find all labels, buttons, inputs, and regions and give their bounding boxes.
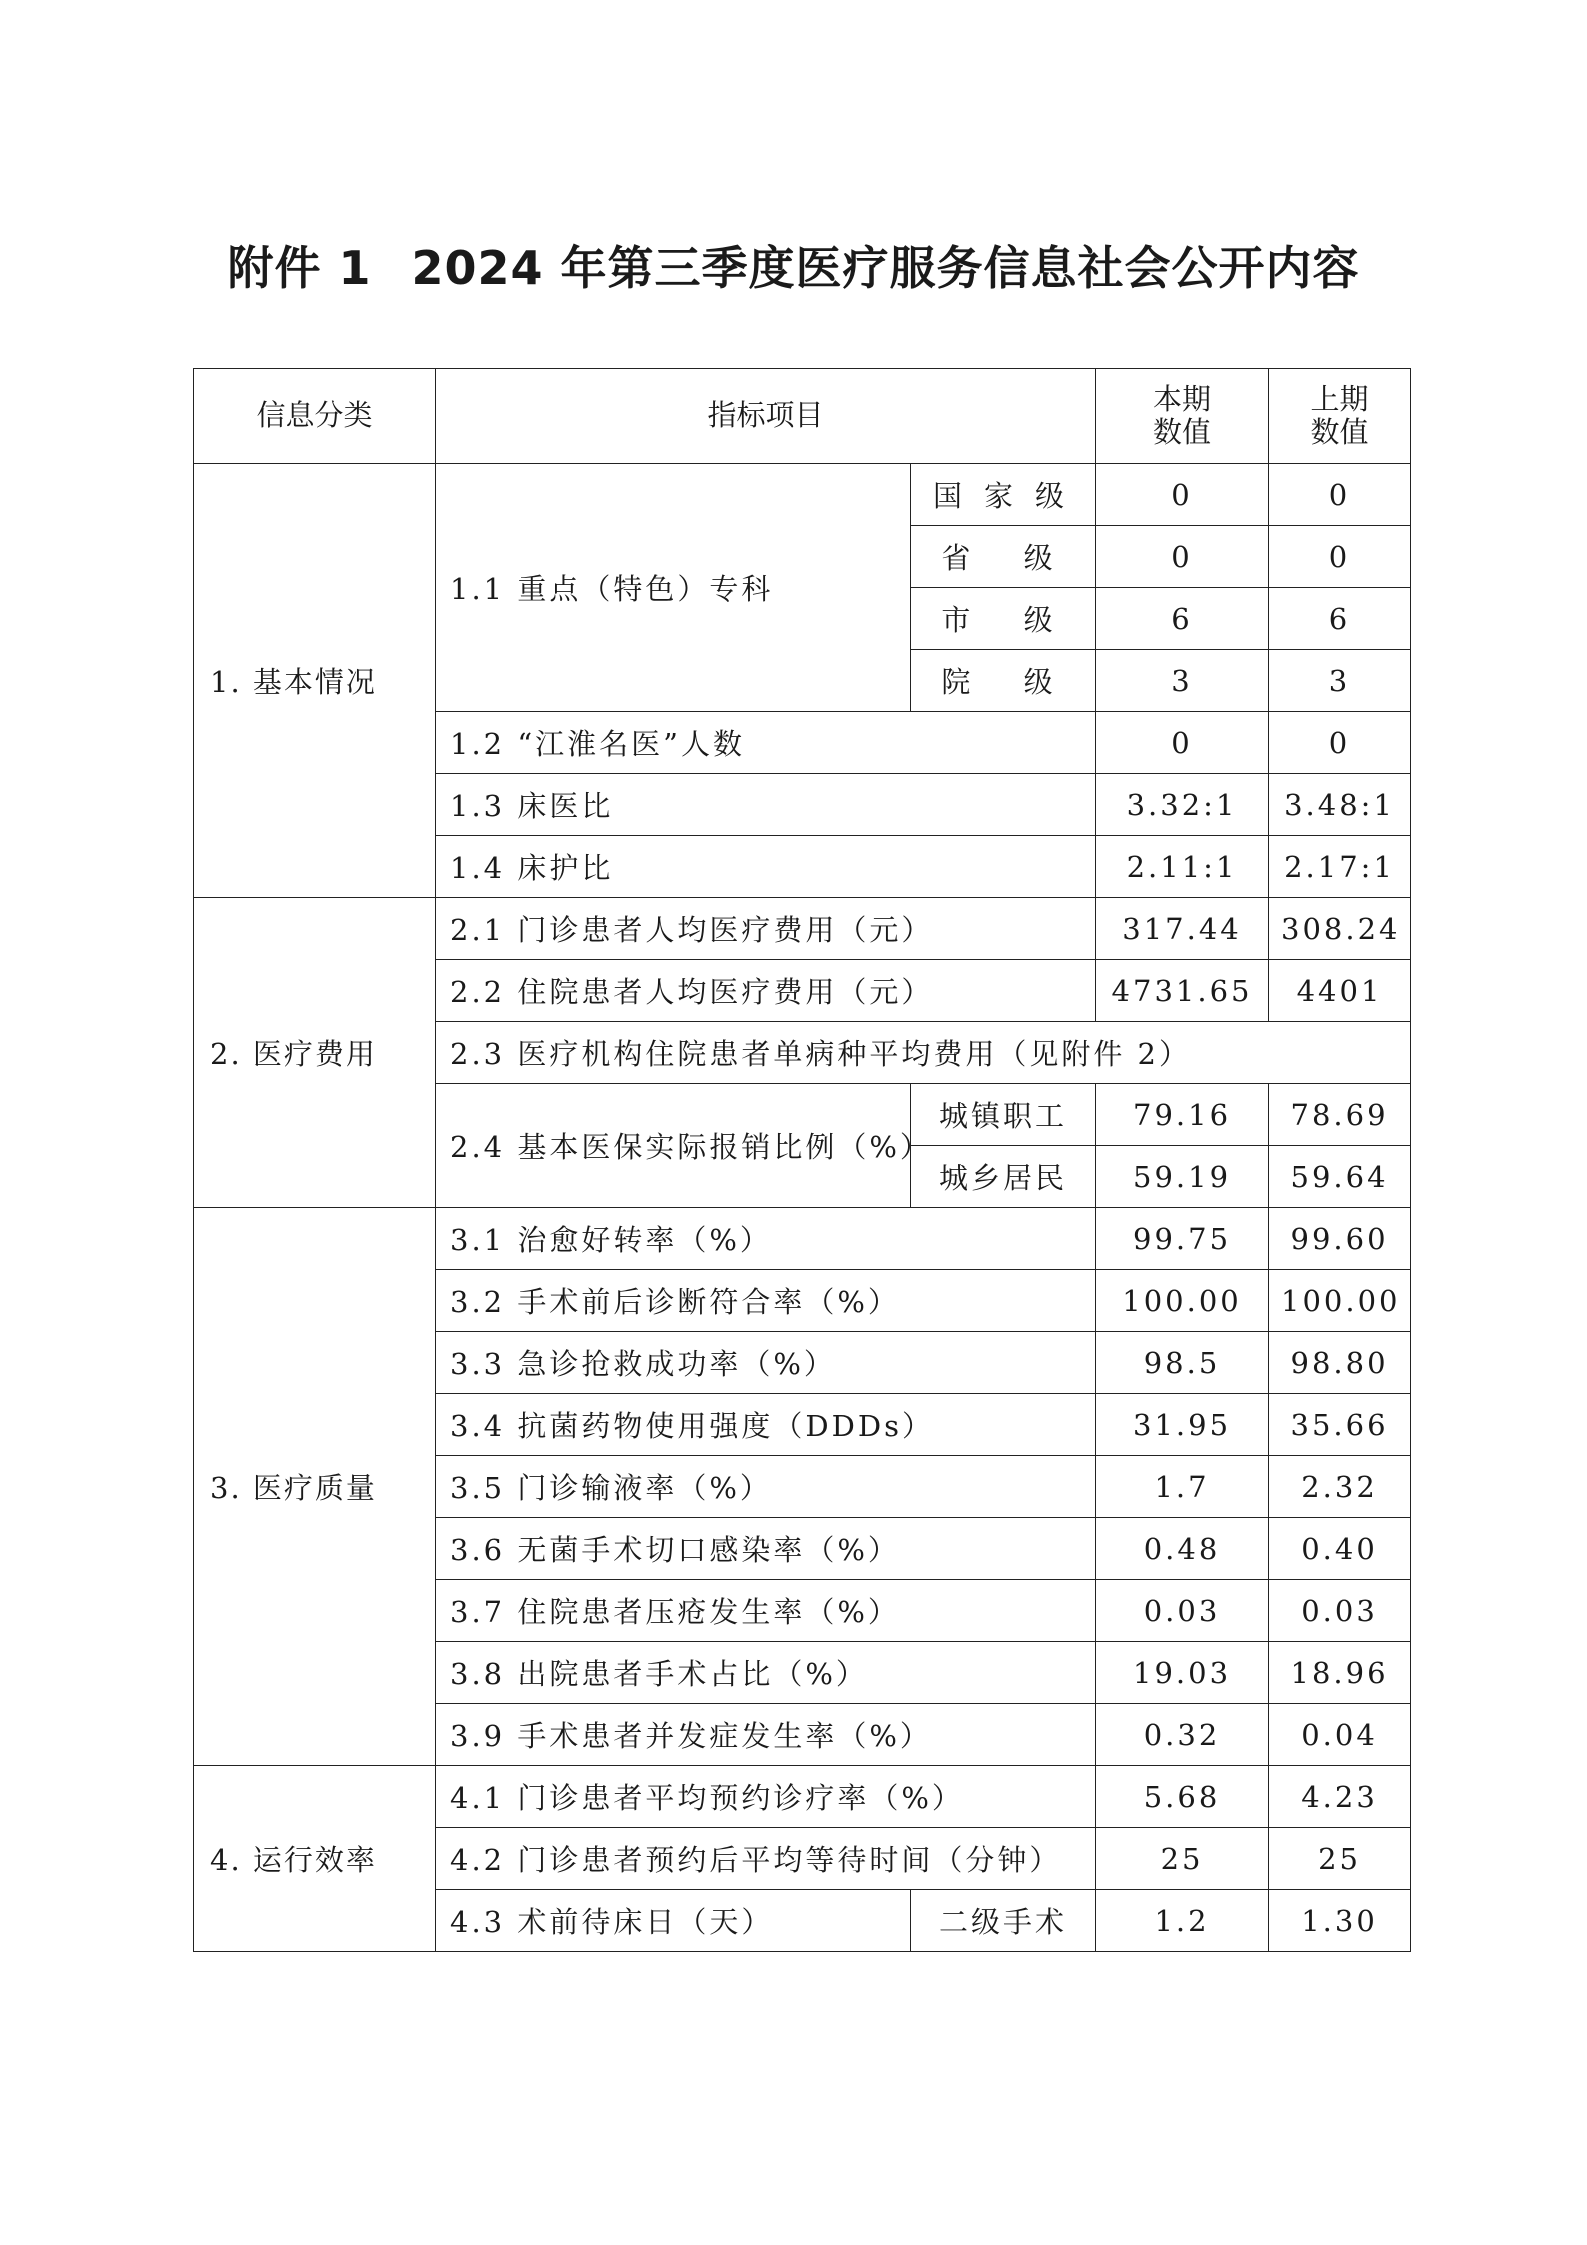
current-value: 2.11:1 xyxy=(1096,836,1269,898)
sub-indicator-label: 国家级 xyxy=(911,464,1096,526)
current-value: 0.32 xyxy=(1096,1704,1269,1766)
section-label: 3. 医疗质量 xyxy=(194,1208,436,1766)
sub-indicator-label: 二级手术 xyxy=(911,1890,1096,1952)
current-value: 31.95 xyxy=(1096,1394,1269,1456)
current-value: 0.48 xyxy=(1096,1518,1269,1580)
indicator-label: 1.2 “江淮名医”人数 xyxy=(436,712,1096,774)
section-label: 4. 运行效率 xyxy=(194,1766,436,1952)
previous-value: 0.40 xyxy=(1269,1518,1411,1580)
table-row xyxy=(194,1208,1411,1270)
header-previous xyxy=(1269,369,1411,464)
info-table xyxy=(193,368,1411,1952)
title-text: 2024 年第三季度医疗服务信息社会公开内容 xyxy=(411,241,1360,295)
indicator-label: 3.2 手术前后诊断符合率（%） xyxy=(436,1270,1096,1332)
header-current xyxy=(1096,369,1269,464)
current-value: 1.7 xyxy=(1096,1456,1269,1518)
previous-value: 3 xyxy=(1269,650,1411,712)
indicator-label: 4.3 术前待床日（天） xyxy=(436,1890,911,1952)
previous-value: 0.03 xyxy=(1269,1580,1411,1642)
indicator-label: 2.4 基本医保实际报销比例（%） xyxy=(436,1084,911,1208)
previous-value: 59.64 xyxy=(1269,1146,1411,1208)
current-value: 3.32:1 xyxy=(1096,774,1269,836)
section-label: 1. 基本情况 xyxy=(194,464,436,898)
header-previous-line1: 上期 xyxy=(1310,381,1369,416)
header-current-line2: 数值 xyxy=(1153,415,1212,449)
sub-indicator-label: 城镇职工 xyxy=(911,1084,1096,1146)
current-value: 6 xyxy=(1096,588,1269,650)
previous-value: 4401 xyxy=(1269,960,1411,1022)
header-indicator: 指标项目 xyxy=(436,369,1096,464)
table-header-row xyxy=(194,369,1411,464)
table-row xyxy=(194,464,1411,526)
previous-value: 0 xyxy=(1269,464,1411,526)
indicator-label: 4.1 门诊患者平均预约诊疗率（%） xyxy=(436,1766,1096,1828)
current-value: 0 xyxy=(1096,464,1269,526)
sub-indicator-label: 市 级 xyxy=(911,588,1096,650)
table-row xyxy=(194,898,1411,960)
current-value: 59.19 xyxy=(1096,1146,1269,1208)
indicator-label: 1.1 重点（特色）专科 xyxy=(436,464,911,712)
current-value: 0 xyxy=(1096,712,1269,774)
previous-value: 4.23 xyxy=(1269,1766,1411,1828)
current-value: 99.75 xyxy=(1096,1208,1269,1270)
indicator-label: 3.4 抗菌药物使用强度（DDDs） xyxy=(436,1394,1096,1456)
header-previous-line2: 数值 xyxy=(1310,415,1369,449)
indicator-label: 3.3 急诊抢救成功率（%） xyxy=(436,1332,1096,1394)
indicator-label: 3.5 门诊输液率（%） xyxy=(436,1456,1096,1518)
previous-value: 6 xyxy=(1269,588,1411,650)
indicator-label: 3.9 手术患者并发症发生率（%） xyxy=(436,1704,1096,1766)
indicator-label: 3.8 出院患者手术占比（%） xyxy=(436,1642,1096,1704)
previous-value: 78.69 xyxy=(1269,1084,1411,1146)
current-value: 5.68 xyxy=(1096,1766,1269,1828)
previous-value: 99.60 xyxy=(1269,1208,1411,1270)
sub-indicator-label: 省 级 xyxy=(911,526,1096,588)
sub-indicator-label: 院 级 xyxy=(911,650,1096,712)
table-row xyxy=(194,1766,1411,1828)
indicator-label: 2.2 住院患者人均医疗费用（元） xyxy=(436,960,1096,1022)
previous-value: 100.00 xyxy=(1269,1270,1411,1332)
header-category: 信息分类 xyxy=(194,369,436,464)
indicator-label: 4.2 门诊患者预约后平均等待时间（分钟） xyxy=(436,1828,1096,1890)
indicator-label: 2.3 医疗机构住院患者单病种平均费用（见附件 2） xyxy=(436,1022,1411,1084)
previous-value: 3.48:1 xyxy=(1269,774,1411,836)
current-value: 19.03 xyxy=(1096,1642,1269,1704)
previous-value: 0 xyxy=(1269,526,1411,588)
sub-indicator-label: 城乡居民 xyxy=(911,1146,1096,1208)
previous-value: 2.32 xyxy=(1269,1456,1411,1518)
indicator-label: 3.7 住院患者压疮发生率（%） xyxy=(436,1580,1096,1642)
current-value: 0.03 xyxy=(1096,1580,1269,1642)
section-label: 2. 医疗费用 xyxy=(194,898,436,1208)
previous-value: 25 xyxy=(1269,1828,1411,1890)
current-value: 3 xyxy=(1096,650,1269,712)
previous-value: 1.30 xyxy=(1269,1890,1411,1952)
title-prefix: 附件 1 xyxy=(227,241,372,295)
previous-value: 0.04 xyxy=(1269,1704,1411,1766)
previous-value: 0 xyxy=(1269,712,1411,774)
page-title xyxy=(0,232,1587,298)
indicator-label: 1.4 床护比 xyxy=(436,836,1096,898)
indicator-label: 3.1 治愈好转率（%） xyxy=(436,1208,1096,1270)
current-value: 79.16 xyxy=(1096,1084,1269,1146)
current-value: 4731.65 xyxy=(1096,960,1269,1022)
current-value: 1.2 xyxy=(1096,1890,1269,1952)
indicator-label: 2.1 门诊患者人均医疗费用（元） xyxy=(436,898,1096,960)
header-current-line1: 本期 xyxy=(1153,381,1212,416)
current-value: 317.44 xyxy=(1096,898,1269,960)
previous-value: 2.17:1 xyxy=(1269,836,1411,898)
indicator-label: 1.3 床医比 xyxy=(436,774,1096,836)
previous-value: 98.80 xyxy=(1269,1332,1411,1394)
previous-value: 308.24 xyxy=(1269,898,1411,960)
current-value: 25 xyxy=(1096,1828,1269,1890)
indicator-label: 3.6 无菌手术切口感染率（%） xyxy=(436,1518,1096,1580)
current-value: 0 xyxy=(1096,526,1269,588)
previous-value: 18.96 xyxy=(1269,1642,1411,1704)
previous-value: 35.66 xyxy=(1269,1394,1411,1456)
current-value: 100.00 xyxy=(1096,1270,1269,1332)
current-value: 98.5 xyxy=(1096,1332,1269,1394)
